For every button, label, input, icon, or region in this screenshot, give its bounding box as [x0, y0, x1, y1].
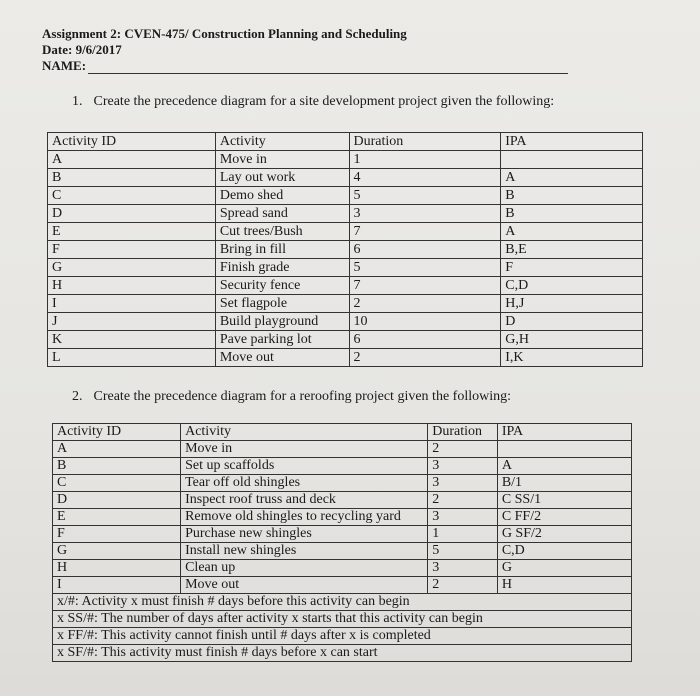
table-row [48, 169, 643, 187]
activity-id-cell: A [53, 441, 181, 458]
name-label: NAME: [42, 58, 87, 73]
table-row [48, 151, 643, 169]
table-row [48, 277, 643, 295]
table-header-row [48, 133, 643, 151]
activity-cell: Security fence [215, 277, 349, 295]
activity-id-cell: E [48, 223, 216, 241]
legend-note-row [53, 594, 632, 611]
table-row [48, 259, 643, 277]
duration-cell: 5 [349, 259, 501, 277]
table-row [53, 458, 632, 475]
ipa-cell: B [501, 187, 643, 205]
activity-id-cell: I [53, 577, 181, 594]
header-ipa: IPA [497, 424, 631, 441]
duration-cell: 3 [428, 509, 498, 526]
legend-note-row [53, 645, 632, 662]
duration-cell: 2 [428, 492, 498, 509]
activity-cell: Move out [215, 349, 349, 367]
activity-cell: Install new shingles [181, 543, 428, 560]
activity-cell: Bring in fill [215, 241, 349, 259]
assignment-title: Assignment 2: CVEN-475/ Construction Planning and Scheduling [42, 26, 407, 41]
activity-cell: Inspect roof truss and deck [181, 492, 428, 509]
duration-cell: 2 [349, 295, 501, 313]
table-row [53, 577, 632, 594]
ipa-cell: F [501, 259, 643, 277]
question-2-text: Create the precedence diagram for a reroofing project given the following: [93, 389, 511, 404]
duration-cell: 5 [349, 187, 501, 205]
ipa-cell: H [497, 577, 631, 594]
duration-cell: 10 [349, 313, 501, 331]
ipa-cell: C,D [497, 543, 631, 560]
activity-id-cell: G [48, 259, 216, 277]
duration-cell: 4 [349, 169, 501, 187]
duration-cell: 3 [428, 458, 498, 475]
activity-cell: Move in [181, 441, 428, 458]
ipa-cell: C,D [501, 277, 643, 295]
ipa-cell: B/1 [497, 475, 631, 492]
activity-id-cell: G [53, 543, 181, 560]
legend-note: x SF/#: This activity must finish # days before x can start [53, 645, 632, 662]
activity-cell: Finish grade [215, 259, 349, 277]
ipa-cell: C FF/2 [497, 509, 631, 526]
ipa-cell: H,J [501, 295, 643, 313]
activity-cell: Set flagpole [215, 295, 349, 313]
duration-cell: 7 [349, 277, 501, 295]
name-field [42, 58, 568, 74]
duration-cell: 7 [349, 223, 501, 241]
table-row [48, 223, 643, 241]
header-duration: Duration [349, 133, 501, 151]
ipa-cell [497, 441, 631, 458]
question-2 [72, 389, 511, 405]
ipa-cell: C SS/1 [497, 492, 631, 509]
activity-cell: Set up scaffolds [181, 458, 428, 475]
duration-cell: 3 [428, 475, 498, 492]
question-1-number: 1. [72, 94, 83, 109]
table-row [53, 543, 632, 560]
activity-id-cell: H [48, 277, 216, 295]
activity-cell: Build playground [215, 313, 349, 331]
activity-id-cell: C [53, 475, 181, 492]
header-ipa: IPA [501, 133, 643, 151]
activity-id-cell: H [53, 560, 181, 577]
header-activity: Activity [181, 424, 428, 441]
name-blank-line [88, 61, 568, 74]
duration-cell: 3 [349, 205, 501, 223]
ipa-cell [501, 151, 643, 169]
legend-note: x SS/#: The number of days after activity x starts that this activity can begin [53, 611, 632, 628]
activity-id-cell: E [53, 509, 181, 526]
activity-cell: Pave parking lot [215, 331, 349, 349]
ipa-cell: A [501, 223, 643, 241]
legend-note-row [53, 628, 632, 645]
duration-cell: 1 [349, 151, 501, 169]
header-activity-id: Activity ID [48, 133, 216, 151]
duration-cell: 6 [349, 331, 501, 349]
ipa-cell: I,K [501, 349, 643, 367]
table-row [53, 560, 632, 577]
ipa-cell: G [497, 560, 631, 577]
legend-note: x/#: Activity x must finish # days before this activity can begin [53, 594, 632, 611]
activity-id-cell: B [53, 458, 181, 475]
activity-id-cell: D [53, 492, 181, 509]
activity-cell: Lay out work [215, 169, 349, 187]
duration-cell: 2 [428, 441, 498, 458]
activity-cell: Cut trees/Bush [215, 223, 349, 241]
ipa-cell: B,E [501, 241, 643, 259]
activity-id-cell: F [53, 526, 181, 543]
question-1 [72, 94, 554, 110]
duration-cell: 6 [349, 241, 501, 259]
activity-id-cell: C [48, 187, 216, 205]
ipa-cell: G,H [501, 331, 643, 349]
activity-id-cell: K [48, 331, 216, 349]
header-duration: Duration [428, 424, 498, 441]
header-activity: Activity [215, 133, 349, 151]
header-activity-id: Activity ID [53, 424, 181, 441]
activity-id-cell: J [48, 313, 216, 331]
table-row [48, 205, 643, 223]
ipa-cell: G SF/2 [497, 526, 631, 543]
table-row [48, 313, 643, 331]
table-header-row [53, 424, 632, 441]
table-row [53, 526, 632, 543]
ipa-cell: B [501, 205, 643, 223]
activity-cell: Tear off old shingles [181, 475, 428, 492]
reroofing-table [52, 423, 632, 662]
activity-cell: Move in [215, 151, 349, 169]
duration-cell: 2 [349, 349, 501, 367]
ipa-cell: A [501, 169, 643, 187]
activity-id-cell: I [48, 295, 216, 313]
site-development-table [47, 132, 643, 367]
activity-id-cell: L [48, 349, 216, 367]
assignment-date: Date: 9/6/2017 [42, 42, 122, 57]
activity-cell: Clean up [181, 560, 428, 577]
table-row [53, 492, 632, 509]
duration-cell: 2 [428, 577, 498, 594]
activity-cell: Move out [181, 577, 428, 594]
ipa-cell: D [501, 313, 643, 331]
table-row [48, 331, 643, 349]
table-row [48, 241, 643, 259]
ipa-cell: A [497, 458, 631, 475]
activity-cell: Purchase new shingles [181, 526, 428, 543]
table-row [53, 475, 632, 492]
activity-cell: Remove old shingles to recycling yard [181, 509, 428, 526]
duration-cell: 5 [428, 543, 498, 560]
activity-id-cell: D [48, 205, 216, 223]
table-row [53, 441, 632, 458]
legend-note: x FF/#: This activity cannot finish until # days after x is completed [53, 628, 632, 645]
activity-id-cell: B [48, 169, 216, 187]
table-row [48, 295, 643, 313]
table-row [53, 509, 632, 526]
activity-id-cell: A [48, 151, 216, 169]
table-row [48, 349, 643, 367]
activity-cell: Demo shed [215, 187, 349, 205]
worksheet-header [42, 26, 568, 74]
question-1-text: Create the precedence diagram for a site development project given the following: [93, 94, 555, 109]
question-2-number: 2. [72, 389, 83, 404]
activity-id-cell: F [48, 241, 216, 259]
duration-cell: 3 [428, 560, 498, 577]
legend-note-row [53, 611, 632, 628]
duration-cell: 1 [428, 526, 498, 543]
table-row [48, 187, 643, 205]
activity-cell: Spread sand [215, 205, 349, 223]
